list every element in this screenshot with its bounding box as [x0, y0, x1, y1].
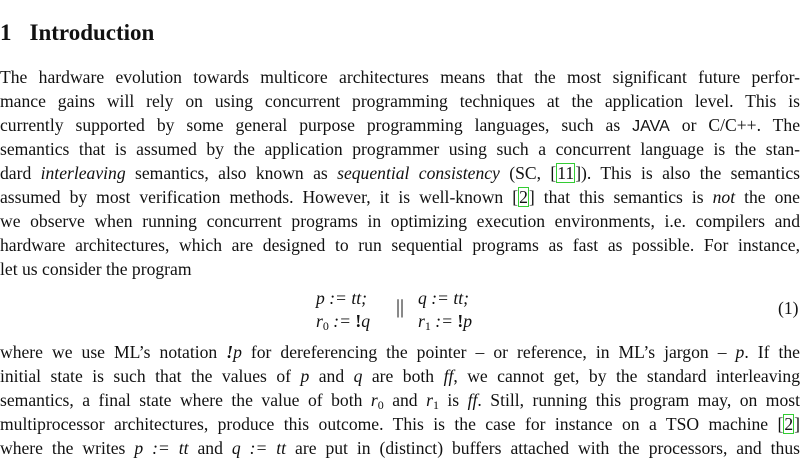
- text-segment: or C/C++. The: [669, 115, 800, 135]
- text-segment: ff: [443, 366, 454, 386]
- text-line: [0, 66, 800, 88]
- text-line: [0, 437, 800, 459]
- text-segment: p: [300, 366, 310, 386]
- text-line: [0, 341, 800, 363]
- text-segment: currently supported by some general purpose programming languages, such as: [0, 115, 633, 135]
- text-segment: semantics, also known as: [125, 163, 338, 183]
- text-segment: ]: [794, 414, 800, 434]
- text-segment: is: [438, 390, 468, 410]
- text-line: [0, 90, 800, 112]
- text-segment: $r_0$: [370, 390, 384, 412]
- text-segment: . If the: [744, 342, 800, 362]
- text-line: [0, 389, 800, 411]
- text-segment: dard: [0, 163, 41, 183]
- text-segment: are put in (distinct) buffers attached with the processors, and thus: [286, 438, 800, 458]
- section-title: Introduction: [29, 20, 155, 45]
- text-segment: are both: [362, 366, 444, 386]
- parallel-operator: ||: [396, 296, 405, 318]
- text-segment: the one: [735, 187, 800, 207]
- text-line: [0, 365, 800, 387]
- text-segment: semantics that is assumed by the application programmer using such a concurrent language is the stan-: [0, 139, 800, 159]
- text-segment: semantics, a final state where the value of both: [0, 390, 371, 410]
- text-segment: for dereferencing the pointer – or reference, in ML’s jargon –: [241, 342, 736, 362]
- text-segment: let us consider the program: [0, 259, 192, 279]
- text-segment: and: [188, 438, 232, 458]
- text-segment: not: [712, 187, 736, 207]
- text-segment: where we use ML’s notation: [0, 342, 227, 362]
- equation-left-line-1: p := tt;: [316, 288, 367, 308]
- text-segment: initial state is such that the values of: [0, 366, 301, 386]
- text-segment: sequential consistency: [337, 163, 500, 183]
- text-segment: and: [309, 366, 354, 386]
- text-segment: multiprocessor architectures, produce this outcome. This is the case for instance on a TSO machine [: [0, 414, 784, 434]
- text-line: [0, 234, 800, 256]
- section-number: 1: [0, 20, 12, 45]
- text-segment: assumed by most verification methods. However, it is well-known [: [0, 187, 519, 207]
- text-segment: hardware architectures, which are designed to run sequential programs as fast as possible. For instance,: [0, 235, 800, 255]
- text-line: [0, 258, 800, 280]
- citation-link[interactable]: 2: [519, 187, 528, 207]
- citation-link[interactable]: 2: [784, 414, 794, 434]
- text-segment: interleaving: [40, 163, 126, 183]
- text-line: [0, 186, 800, 208]
- text-segment: q: [353, 366, 363, 386]
- text-line: [0, 162, 800, 184]
- text-segment: ] that this semantics is: [528, 187, 713, 207]
- text-segment: mance gains will rely on using concurrent programming techniques at the application level. This is: [0, 91, 800, 111]
- text-segment: The hardware evolution towards multicore architectures means that the most significant future perfor-: [0, 67, 800, 87]
- equation-left-line-2: $r_0$ := !q: [316, 311, 371, 333]
- text-line: [0, 138, 800, 160]
- text-segment: . Still, running this program may, on most: [477, 390, 800, 410]
- section-heading: [0, 20, 154, 46]
- text-segment: $r_1$: [426, 390, 439, 412]
- text-line: [0, 114, 800, 138]
- citation-link[interactable]: 11: [557, 163, 575, 183]
- equation-right-line-1: q := tt;: [418, 288, 469, 308]
- text-segment: ff: [467, 390, 478, 410]
- text-segment: q := tt: [231, 438, 287, 458]
- text-segment: p: [735, 342, 745, 362]
- text-segment: !p: [226, 342, 242, 362]
- text-segment: and: [383, 390, 427, 410]
- text-segment: where the writes: [0, 438, 135, 458]
- text-segment: ]). This is also the semantics: [575, 163, 800, 183]
- text-segment: we observe when running concurrent programs in optimizing execution environments, i.e. compilers and: [0, 211, 800, 231]
- equation-right-line-2: $r_1$ := !p: [418, 311, 473, 333]
- text-segment: (SC, [: [499, 163, 557, 183]
- text-line: [0, 413, 800, 435]
- text-segment: p := tt: [134, 438, 189, 458]
- equation-number: (1): [778, 298, 799, 318]
- text-line: [0, 210, 800, 232]
- text-segment: JAVA: [632, 118, 670, 135]
- text-segment: , we cannot get, by the standard interleaving: [453, 366, 800, 386]
